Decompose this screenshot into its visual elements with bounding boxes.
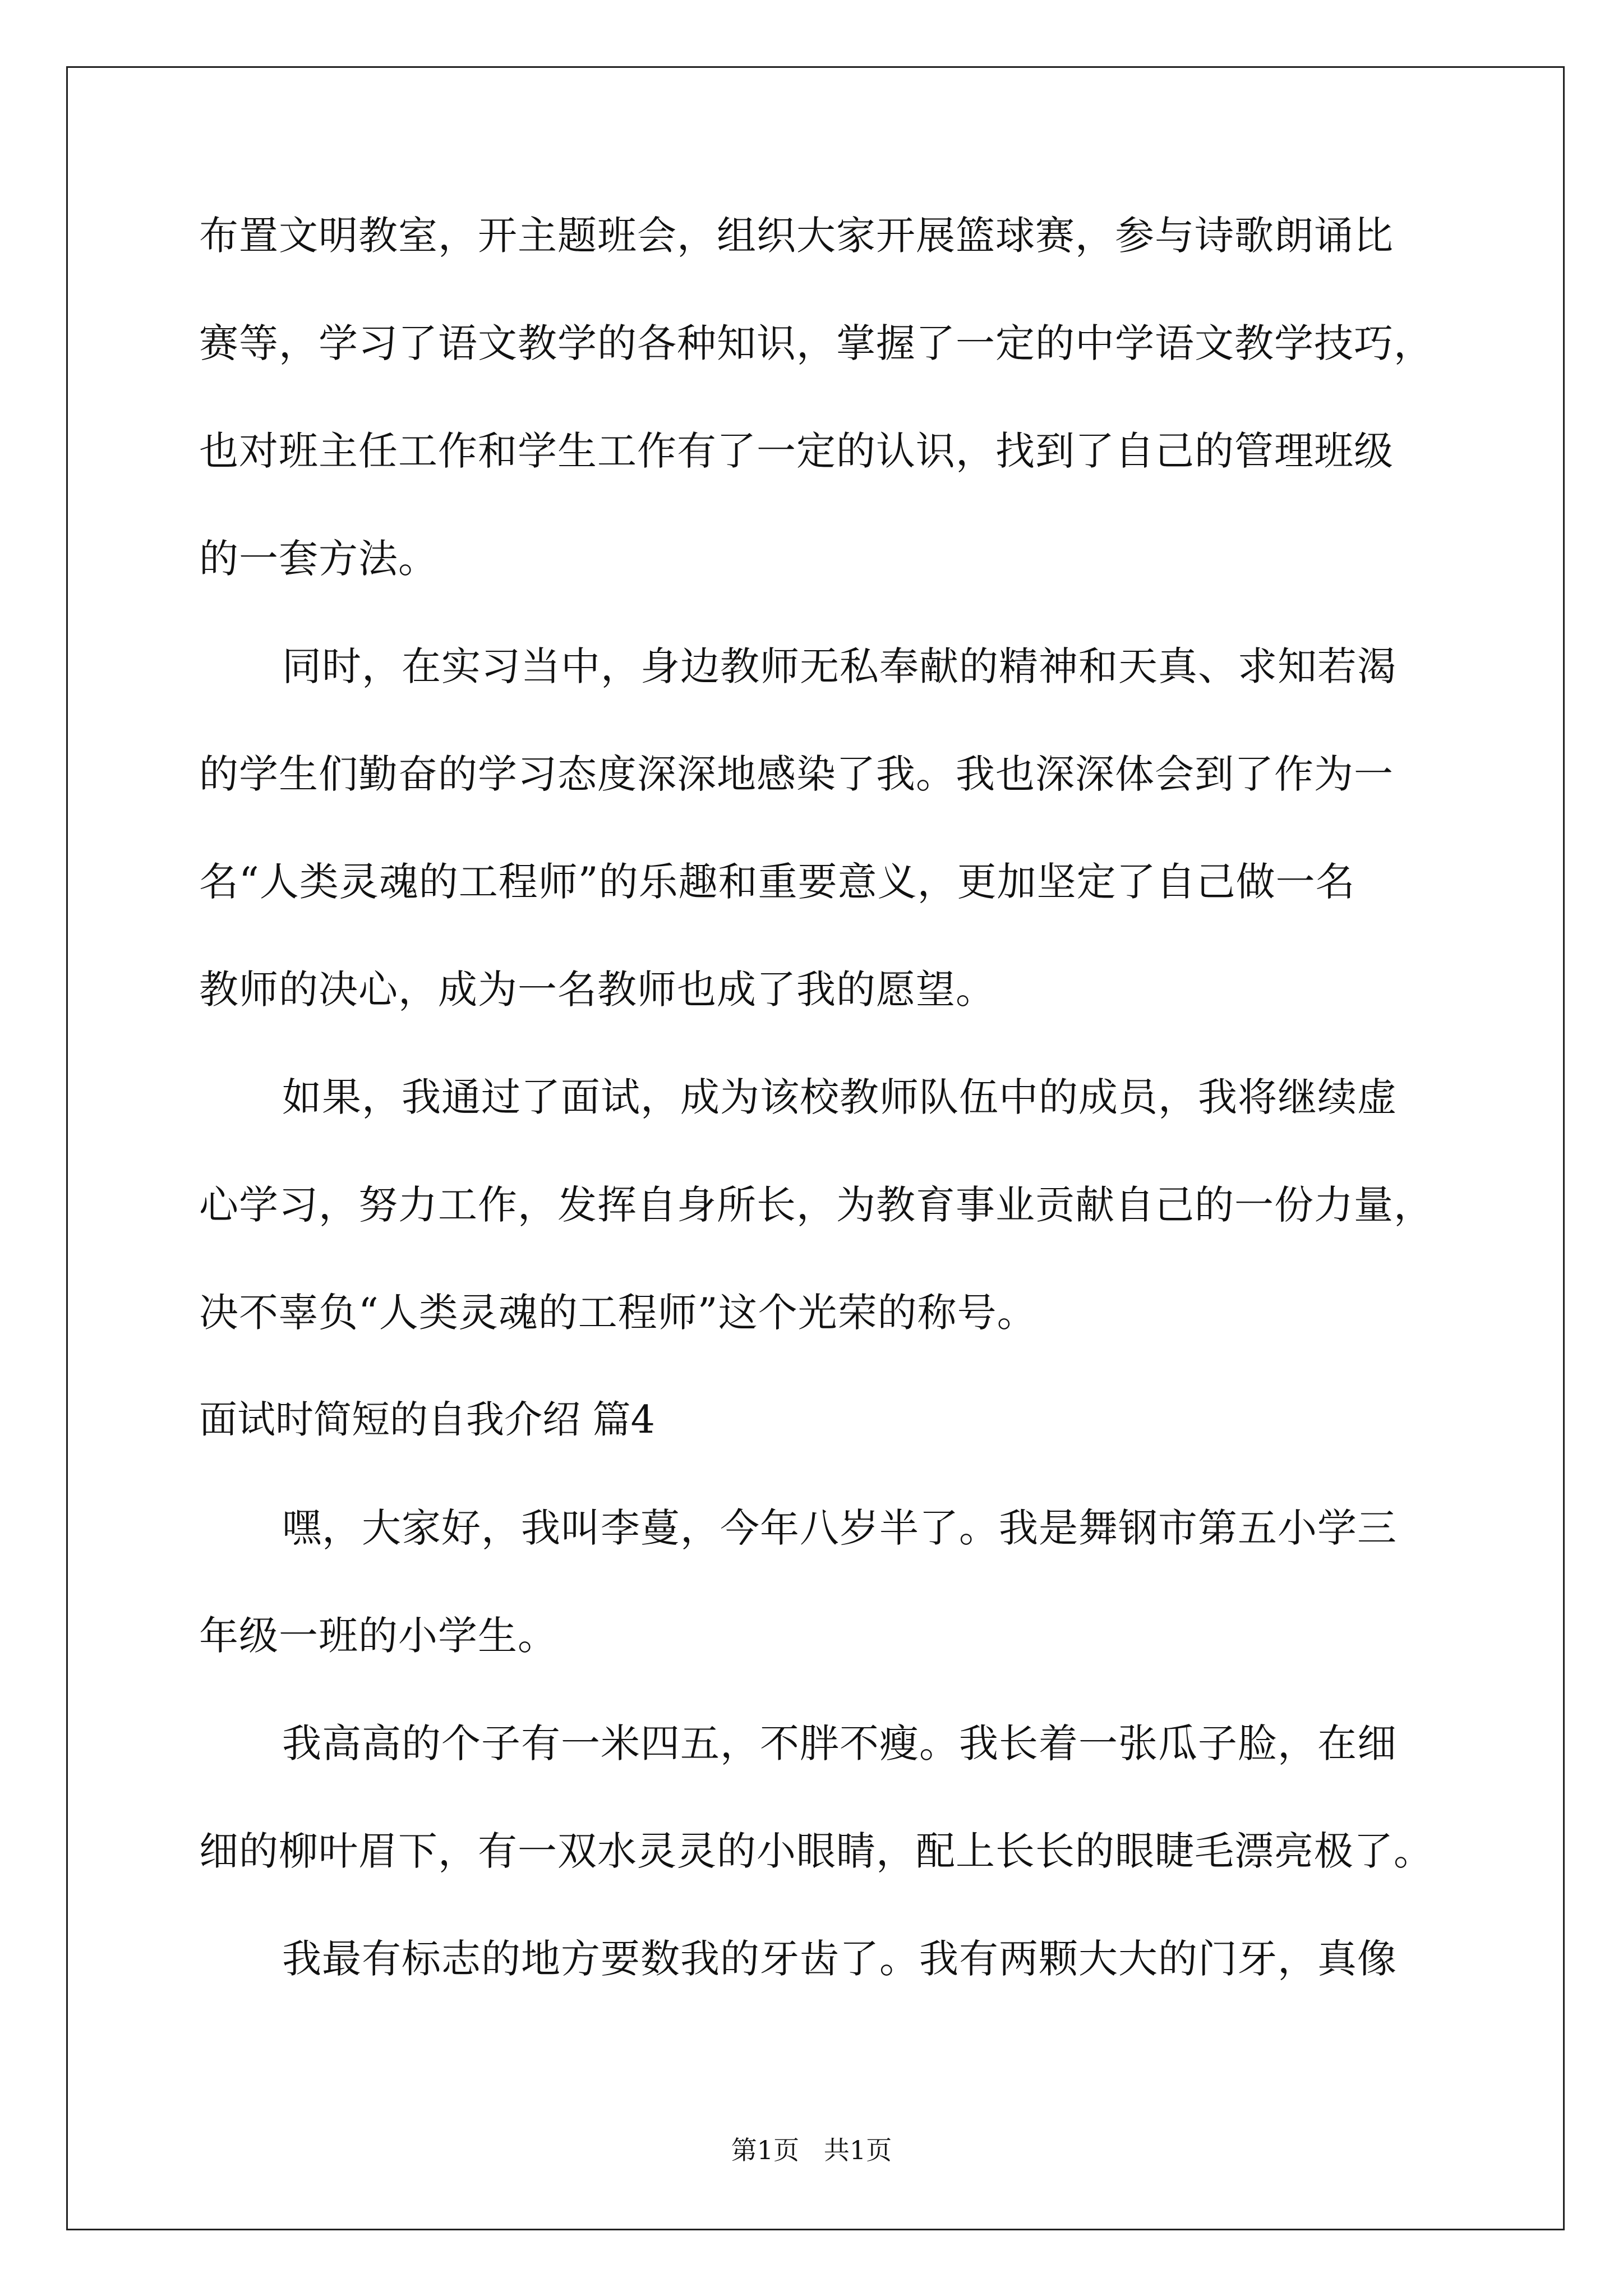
text-line: 嘿，大家好，我叫李蔓，今年八岁半了。我是舞钢市第五小学三 [282, 1505, 1397, 1551]
text-line: 决不辜负“人类灵魂的工程师”这个光荣的称号。 [199, 1290, 1037, 1336]
text-line: 的学生们勤奋的学习态度深深地感染了我。我也深深体会到了作为一 [199, 751, 1394, 797]
text-line: 同时，在实习当中，身边教师无私奉献的精神和天真、求知若渴 [282, 643, 1397, 689]
text-line: 赛等，学习了语文教学的各种知识，掌握了一定的中学语文教学技巧， [199, 320, 1433, 366]
text-line: 我高高的个子有一米四五，不胖不瘦。我长着一张瓜子脸，在细 [282, 1720, 1397, 1766]
document-body [199, 213, 1433, 2047]
text-line: 的一套方法。 [199, 536, 438, 582]
section-heading: 面试时简短的自我介绍 篇4 [199, 1398, 655, 1442]
text-line: 年级一班的小学生。 [199, 1613, 557, 1659]
text-line: 布置文明教室，开主题班会，组织大家开展篮球赛，参与诗歌朗诵比 [199, 213, 1394, 259]
text-line: 名“人类灵魂的工程师”的乐趣和重要意义，更加坚定了自己做一名 [199, 859, 1355, 905]
text-line: 也对班主任工作和学生工作有了一定的认识，找到了自己的管理班级 [199, 428, 1394, 474]
page-footer: 第1页 共1页 [731, 2135, 892, 2165]
text-line: 如果，我通过了面试，成为该校教师队伍中的成员，我将继续虚 [282, 1074, 1397, 1120]
text-line: 教师的决心，成为一名教师也成了我的愿望。 [199, 967, 995, 1013]
text-line: 心学习，努力工作，发挥自身所长，为教育事业贡献自己的一份力量， [199, 1182, 1433, 1228]
text-line: 我最有标志的地方要数我的牙齿了。我有两颗大大的门牙，真像 [282, 1936, 1397, 1982]
text-line: 细的柳叶眉下，有一双水灵灵的小眼睛，配上长长的眼睫毛漂亮极了。 [199, 1828, 1433, 1874]
